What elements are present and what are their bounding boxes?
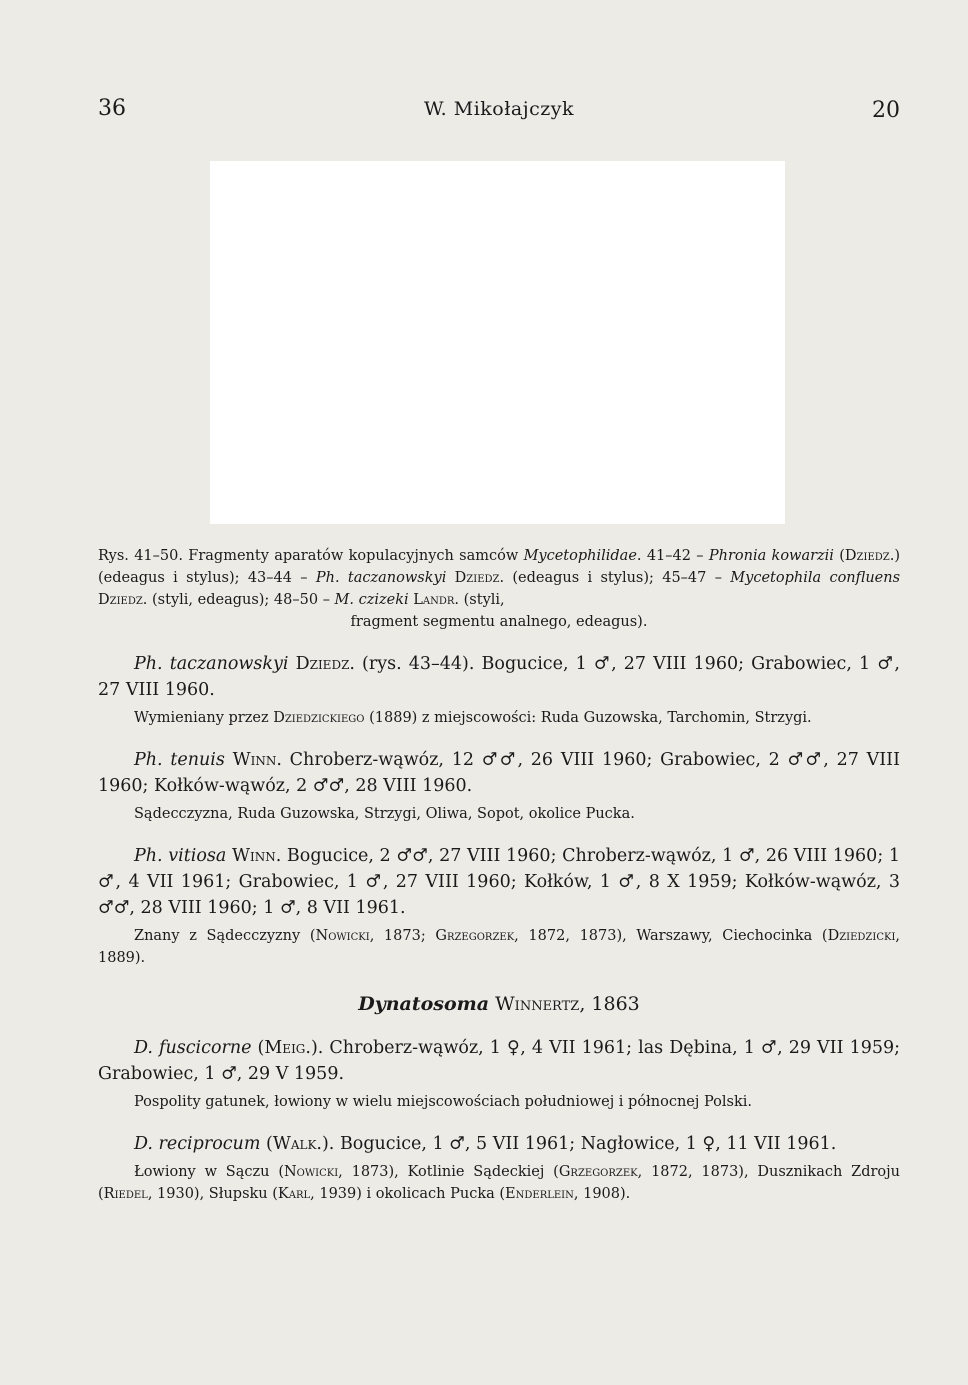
genus-name: Dynatosoma <box>358 993 490 1015</box>
author-paren: ( <box>251 1038 265 1058</box>
species-records: (rys. 43–44). Bogucice, 1 ♂, 27 VIII 1960; Grabowiec, 1 ♂, 27 VIII 1960. <box>98 654 900 700</box>
caption-label: Rys. 41–50. <box>98 548 183 564</box>
caption-text: (styli, <box>459 592 505 608</box>
species-name: Ph. taczanowskyi <box>134 654 289 674</box>
species-entry <box>98 651 900 703</box>
caption-last-line: fragment segmentu analnego, edeagus). <box>350 614 648 630</box>
note-text: , 1939) i okolicach Pucka ( <box>310 1186 506 1202</box>
note-text: Wymieniany przez <box>134 710 274 726</box>
species-author: Walk. <box>272 1134 322 1154</box>
section-number: 20 <box>872 98 900 123</box>
caption-species: M. czizeki <box>334 592 409 608</box>
note-text: (1889) z miejscowości: Ruda Guzowska, Tarchomin, Strzygi. <box>364 710 812 726</box>
author-paren: ). <box>321 1134 335 1154</box>
distribution-note <box>98 925 900 969</box>
caption-text: (edeagus i stylus); 45–47 – <box>504 570 731 586</box>
genus-author: Winnertz <box>495 993 580 1015</box>
caption-author: Dziedz. <box>844 548 895 564</box>
note-text: Sądecczyzna, Ruda Guzowska, Strzygi, Oliwa, Sopot, okolice Pucka. <box>134 806 635 822</box>
note-text: , 1872, 1873), Warszawy, Ciechocinka ( <box>514 928 828 944</box>
note-text: , 1908). <box>573 1186 631 1202</box>
note-author: Nowicki <box>283 1164 339 1180</box>
distribution-note <box>98 803 900 825</box>
caption-text: ( <box>833 548 845 564</box>
species-name: D. fuscicorne <box>134 1038 252 1058</box>
species-author: Winn. <box>232 750 282 770</box>
note-author: Grzegorzek <box>435 928 515 944</box>
species-records: Chroberz-wąwóz, 12 ♂♂, 26 VIII 1960; Grabowiec, 2 ♂♂, 27 VIII 1960; Kołków-wąwóz, 2 ♂♂, 28 VIII 1960. <box>98 750 900 796</box>
note-text: Łowiony w Sączu ( <box>134 1164 284 1180</box>
note-author: Karl <box>277 1186 311 1202</box>
caption-species: Ph. taczanowskyi <box>315 570 447 586</box>
caption-author: Dziedz. <box>454 570 505 586</box>
text-body <box>98 545 900 1223</box>
page-header <box>98 96 900 126</box>
note-text: Pospolity gatunek, łowiony w wielu miejscowościach południowej i północnej Polski. <box>134 1094 752 1110</box>
caption-author: Landr. <box>413 592 460 608</box>
note-author: Nowicki <box>315 928 370 944</box>
species-author: Meig. <box>264 1038 311 1058</box>
species-name: D. reciprocum <box>134 1134 261 1154</box>
note-text: , 1889). <box>98 928 900 966</box>
species-name: Ph. vitiosa <box>134 846 227 866</box>
author-paren: ). <box>310 1038 324 1058</box>
caption-family: Mycetophilidae <box>523 548 637 564</box>
distribution-note <box>98 1091 900 1113</box>
note-text: , 1930), Słupsku ( <box>147 1186 278 1202</box>
caption-text: (styli, edeagus); 48–50 – <box>147 592 335 608</box>
figure-caption <box>98 545 900 633</box>
species-records: Bogucice, 1 ♂, 5 VII 1961; Nagłowice, 1 ♀, 11 VII 1961. <box>334 1134 837 1154</box>
page-number: 36 <box>98 96 126 121</box>
genus-year: , 1863 <box>579 993 640 1015</box>
caption-author: Dziedz. <box>98 592 148 608</box>
species-entry <box>98 1131 900 1157</box>
species-entry <box>98 843 900 921</box>
note-author: Enderlein <box>505 1186 574 1202</box>
note-text: , 1873), Kotlinie Sądeckiej ( <box>338 1164 559 1180</box>
caption-species: Mycetophila confluens <box>730 570 901 586</box>
note-author: Riedel <box>103 1186 148 1202</box>
note-text: , 1873; <box>369 928 436 944</box>
note-text: Znany z Sądecczyzny ( <box>134 928 316 944</box>
caption-text: . 41–42 – <box>636 548 709 564</box>
author-paren: ( <box>260 1134 273 1154</box>
running-title: W. Mikołajczyk <box>423 98 575 120</box>
caption-text: ) (edeagus i stylus); 43–44 – <box>98 548 900 586</box>
note-author: Dziedzicki <box>827 928 896 944</box>
caption-text: Fragmenty aparatów kopulacyjnych samców <box>182 548 524 564</box>
species-entry <box>98 1035 900 1087</box>
note-author: Grzegorzek <box>558 1164 638 1180</box>
genus-heading <box>98 993 900 1015</box>
figure-area <box>210 161 785 524</box>
species-author: Winn. <box>231 846 282 866</box>
distribution-note <box>98 1161 900 1205</box>
distribution-note <box>98 707 900 729</box>
note-author: Dziedzickiego <box>273 710 365 726</box>
species-author: Dziedz. <box>295 654 355 674</box>
species-name: Ph. tenuis <box>134 750 225 770</box>
species-records: Bogucice, 2 ♂♂, 27 VIII 1960; Chroberz-wąwóz, 1 ♂, 26 VIII 1960; 1 ♂, 4 VII 1961; Grabowiec, 1 ♂, 27 VIII 1960; Kołków, 1 ♂, 8 X 1959; Kołków-wąwóz, 3 ♂♂, 28 VIII 1960; 1 ♂, 8 VII 1961. <box>98 846 900 918</box>
species-records: Chroberz-wąwóz, 1 ♀, 4 VII 1961; las Dębina, 1 ♂, 29 VII 1959; Grabowiec, 1 ♂, 29 V 1959. <box>98 1038 900 1084</box>
note-text: , 1872, 1873), Dusznikach Zdroju ( <box>98 1164 900 1202</box>
caption-species: Phronia kowarzii <box>708 548 834 564</box>
caption-text <box>446 570 454 586</box>
species-entry <box>98 747 900 799</box>
